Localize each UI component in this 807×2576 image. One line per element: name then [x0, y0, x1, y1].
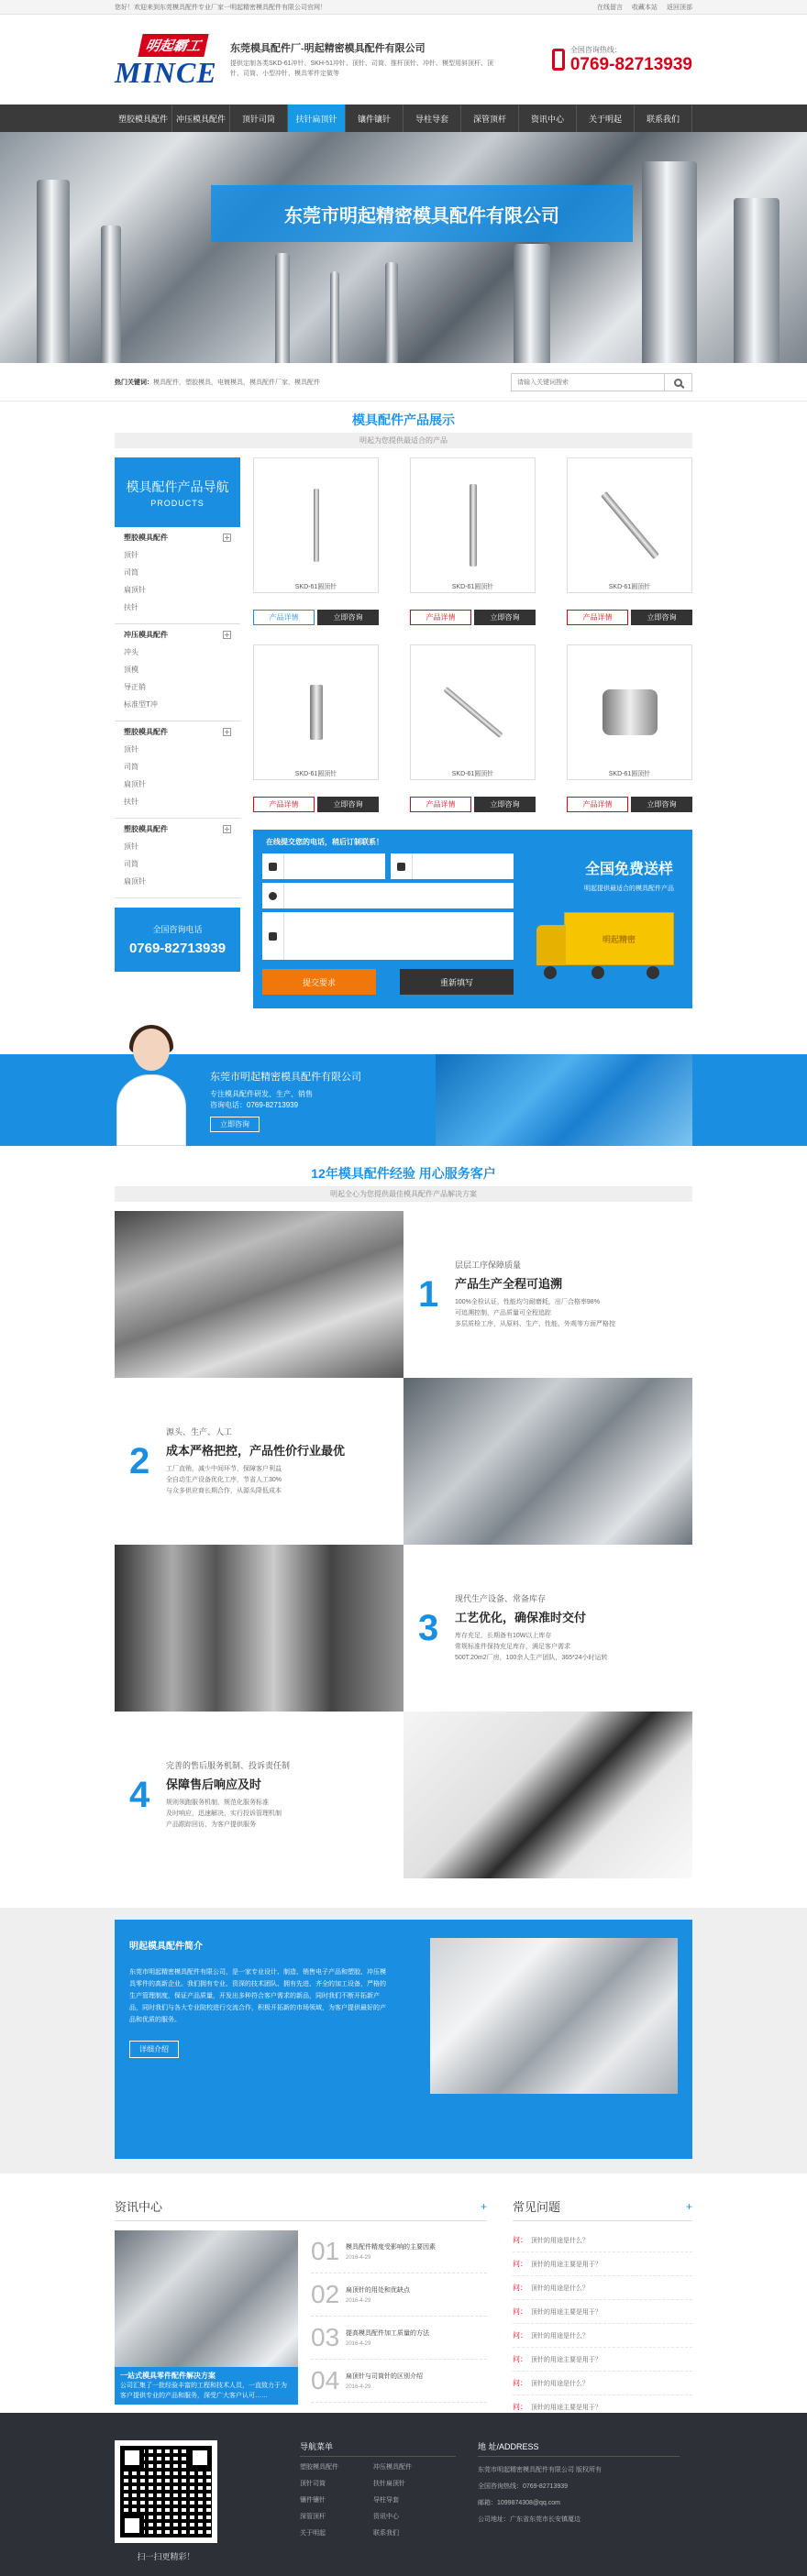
service-strip	[0, 1054, 807, 1146]
sidebar-title: 模具配件产品导航	[126, 479, 229, 494]
footer-copyright: 东莞市明起精密模具配件有限公司 版权所有	[478, 2467, 602, 2473]
products-subtitle: 明起为您提供最适合的产品	[115, 433, 692, 448]
footer-email: 邮箱：1099874308@qq.com	[478, 2500, 560, 2506]
logo-top-text: 明起霸工	[138, 34, 208, 57]
faq-question[interactable]: 顶针的用途是什么？	[531, 2284, 589, 2292]
company-info	[230, 40, 505, 79]
faq-q-mark: 问：	[513, 2284, 527, 2292]
banner-pin-image	[330, 271, 339, 363]
advantage-row	[115, 1378, 692, 1545]
faq-question[interactable]: 顶针的用途主要是用于？	[531, 2308, 602, 2316]
about-more-button[interactable]: 详细介绍	[129, 2041, 179, 2058]
category-item[interactable]: 扶针	[124, 798, 138, 806]
footer-nav-link[interactable]: 镶件镶针	[300, 2497, 326, 2504]
sidebar-contact-label: 全国咨询电话	[152, 925, 203, 934]
service-consult-button[interactable]: 立即咨询	[210, 1117, 260, 1132]
advantage-desc: 工厂直销，减少中间环节，保障客户利益 全自动生产设备优化工序，节省人工30% 与众多供应商长期合作，从源头降低成本	[166, 1466, 282, 1494]
advantage-t2: 工艺优化，确保准时交付	[455, 1611, 587, 1624]
nav-guide-post[interactable]: 导柱导套	[404, 105, 461, 132]
faq-question[interactable]: 顶针的用途主要是用于？	[531, 2404, 602, 2411]
news-section	[115, 2197, 692, 2447]
news-feature-image[interactable]	[115, 2230, 298, 2405]
product-name[interactable]: SKD-61圆顶针	[294, 584, 337, 590]
news-item[interactable]	[311, 2230, 487, 2273]
product-card	[253, 644, 379, 810]
footer-nav-title: 导航菜单	[300, 2440, 456, 2457]
category-item[interactable]: 扁顶针	[124, 586, 146, 594]
faq-section	[513, 2197, 692, 2419]
faq-item[interactable]	[513, 2229, 692, 2252]
about-title: 明起模具配件简介	[129, 1942, 203, 1952]
service-product-image	[436, 1054, 692, 1146]
product-card	[410, 457, 536, 623]
service-company: 东莞市明起精密模具配件有限公司	[210, 1071, 361, 1083]
category-item[interactable]: 标准型T冲	[124, 700, 158, 709]
footer-hotline: 全国咨询热线：0769-82713939	[478, 2483, 569, 2490]
category-title[interactable]: 塑胶模具配件	[124, 728, 168, 736]
advantage-number: 1	[418, 1273, 439, 1315]
sidebar-subtitle: PRODUCTS	[150, 498, 205, 508]
about-text: 东莞市明起精密模具配件有限公司，是一家专业设计、制造、销售电子产品和塑胶、冲压模具零件的高新企业。我们拥有专业、资深的技术团队、拥有先进、齐全的加工设备，严格的生产管理制度，保证产品质量，开发出多种符合客户需求的新品，同时我们不断开拓新产品，同时我们与各大专业院校进行交流合作，积极开拓新的市场领域，为客户提供最好的产品和优质的服务。	[129, 1969, 386, 2023]
nav-plastic-mold[interactable]: 塑胶模具配件	[115, 105, 172, 132]
footer-nav-link[interactable]: 关于明起	[300, 2530, 326, 2537]
category-item[interactable]: 司筒	[124, 568, 138, 577]
nav-inserts[interactable]: 镶件镶针	[346, 105, 404, 132]
product-card	[567, 457, 692, 623]
top-link-favorite[interactable]: 收藏本站	[632, 5, 658, 11]
hotline-label: 全国咨询热线：	[569, 45, 622, 54]
hero-banner	[0, 132, 807, 363]
product-image[interactable]	[567, 457, 692, 593]
hot-keywords-label: 热门关键词：	[115, 380, 153, 386]
search-bar	[0, 363, 807, 402]
advantage-t2: 产品生产全程可追溯	[455, 1277, 563, 1291]
nav-about[interactable]: 关于明起	[577, 105, 635, 132]
news-item[interactable]	[311, 2360, 487, 2403]
sidebar-contact-phone: 0769-82713939	[128, 941, 227, 956]
product-consult-button[interactable]: 立即咨询	[631, 610, 692, 625]
faq-item[interactable]	[513, 2300, 692, 2324]
category-item[interactable]: 顶模	[124, 666, 138, 674]
news-item-title[interactable]: 扁顶针的用处和优缺点	[346, 2287, 410, 2294]
sidebar-category	[115, 527, 240, 624]
truck-text: 明起精密	[602, 934, 636, 944]
category-title[interactable]: 塑胶模具配件	[124, 534, 168, 542]
qr-caption: 扫一扫更精彩！	[137, 2552, 195, 2561]
plus-icon[interactable]	[223, 534, 231, 542]
news-list	[311, 2230, 487, 2405]
product-image[interactable]	[253, 457, 379, 593]
category-item[interactable]: 司筒	[124, 860, 138, 868]
product-detail-button[interactable]: 产品详情	[567, 610, 628, 625]
footer-nav-link[interactable]: 资讯中心	[373, 2514, 399, 2520]
product-consult-button[interactable]: 立即咨询	[317, 797, 379, 812]
address-field[interactable]	[262, 883, 514, 908]
product-image[interactable]	[410, 644, 536, 780]
user-icon	[269, 863, 277, 871]
logo[interactable]	[115, 34, 217, 89]
footer	[0, 2413, 807, 2576]
product-name[interactable]: SKD-61圆顶针	[451, 771, 494, 777]
hotline-number: 0769-82713939	[569, 54, 692, 74]
top-links	[597, 3, 692, 12]
category-item[interactable]: 冲头	[124, 648, 138, 656]
category-item[interactable]: 扁顶针	[124, 877, 146, 886]
plus-icon[interactable]	[223, 631, 231, 639]
banner-title: 东莞市明起精密模具配件有限公司	[284, 205, 559, 226]
product-card	[567, 644, 692, 810]
faq-question[interactable]: 顶针的用途是什么？	[531, 2237, 589, 2244]
advantage-t1: 源头、生产、人工	[166, 1427, 233, 1437]
top-bar	[0, 0, 807, 15]
news-item-date: 2016-4-29	[346, 2298, 371, 2304]
faq-question[interactable]: 顶针的用途是什么？	[531, 2380, 589, 2387]
logo-bottom-text: MINCE	[115, 56, 217, 89]
product-name[interactable]: SKD-61圆顶针	[294, 771, 337, 777]
footer-contact	[478, 2440, 680, 2562]
location-icon	[269, 892, 277, 900]
footer-nav-link[interactable]: 联系我们	[373, 2530, 399, 2537]
faq-question[interactable]: 顶针的用途主要是用于？	[531, 2356, 602, 2363]
banner-pin-image	[514, 244, 550, 363]
advantage-t1: 层层工序保障质量	[455, 1260, 522, 1270]
footer-address: 公司地址：广东省东莞市长安镇厦边	[478, 2516, 580, 2523]
footer-address-title: 地 址/ADDRESS	[478, 2440, 680, 2457]
top-link-message[interactable]: 在线留言	[597, 5, 623, 11]
faq-q-mark: 问：	[513, 2403, 527, 2411]
search-icon	[674, 379, 682, 387]
about-section	[0, 1908, 807, 2174]
free-sample-title: 全国免费送样	[584, 862, 673, 877]
sidebar-category	[115, 819, 240, 898]
sidebar-category	[115, 721, 240, 819]
category-item[interactable]: 顶针	[124, 842, 138, 851]
product-name[interactable]: SKD-61圆顶针	[608, 771, 651, 777]
company-desc: 提供定制各类SKD-61冲针、SKH-51冲针、顶针、司筒、推杆顶针、冲针、模型用斜顶杆、顶针、司筒、小型冲针、模具零件定做等	[230, 61, 494, 77]
product-sidebar	[115, 457, 240, 1008]
category-item[interactable]: 司筒	[124, 763, 138, 771]
faq-q-mark: 问：	[513, 2331, 527, 2339]
advantage-desc: 100%全检认证，性能均匀耐磨耗，出厂合格率98% 可追溯控制，产品质量可全程追踪 多层质检工序，从原料、生产、性能、外观等方面严格控	[455, 1299, 615, 1327]
nav-flat-ejector[interactable]: 扶针扁顶针	[288, 105, 346, 132]
banner-pin-image	[37, 180, 70, 363]
advantage-row	[115, 1712, 692, 1878]
product-name[interactable]: SKD-61圆顶针	[608, 584, 651, 590]
product-detail-button[interactable]: 产品详情	[410, 610, 471, 625]
advantage-number: 2	[129, 1440, 150, 1481]
footer-nav	[300, 2440, 456, 2562]
advantages-subtitle: 明起全心为您提供最佳模具配件产品解决方案	[115, 1186, 692, 1202]
customer-service-image	[115, 1054, 188, 1146]
product-detail-button[interactable]: 产品详情	[410, 797, 471, 812]
category-item[interactable]: 扶针	[124, 603, 138, 611]
faq-q-mark: 问：	[513, 2307, 527, 2316]
search-input[interactable]	[511, 373, 665, 391]
advantage-row	[115, 1211, 692, 1378]
advantage-photo	[404, 1378, 692, 1545]
faq-q-mark: 问：	[513, 2236, 527, 2244]
category-item[interactable]: 导正销	[124, 683, 146, 691]
faq-question[interactable]: 顶针的用途主要是用于？	[531, 2261, 602, 2268]
plus-icon[interactable]	[223, 728, 231, 736]
faq-item[interactable]	[513, 2324, 692, 2348]
order-form	[253, 830, 692, 1008]
company-name: 东莞模具配件厂-明起精密模具配件有限公司	[230, 43, 426, 54]
faq-item[interactable]	[513, 2372, 692, 2395]
advantage-t1: 现代生产设备、常备库存	[455, 1594, 547, 1603]
advantage-t2: 成本严格把控，产品性价行业最优	[166, 1444, 346, 1458]
faq-title: 常见问题	[513, 2200, 561, 2214]
news-feature-desc: 公司汇集了一批经验丰富的工程和技术人员，一直致力于为客户提供专业的产品和服务，深受广大客户认可……	[120, 2383, 287, 2399]
top-link-back-top[interactable]: 返回顶部	[667, 5, 692, 11]
faq-more[interactable]: +	[685, 2199, 692, 2213]
advantage-t2: 保障售后响应及时	[166, 1778, 262, 1791]
product-area	[253, 457, 692, 1008]
news-item-title[interactable]: 模具配件精度受影响的主要因素	[346, 2244, 436, 2251]
header	[0, 15, 807, 105]
phone-icon	[397, 863, 405, 871]
service-desc: 专注模具配件研发、生产、销售	[210, 1089, 313, 1098]
product-card	[253, 457, 379, 623]
footer-nav-link[interactable]: 导柱导套	[373, 2497, 399, 2504]
banner-pin-image	[734, 198, 779, 363]
faq-q-mark: 问：	[513, 2355, 527, 2363]
news-more[interactable]: +	[480, 2199, 487, 2213]
product-image[interactable]	[410, 457, 536, 593]
news-number: 02	[311, 2280, 340, 2308]
service-tel: 咨询电话：0769-82713939	[210, 1100, 299, 1109]
banner-pin-image	[642, 161, 697, 363]
hot-keywords-list[interactable]: 模具配件，塑胶模具，电镀模具，模具配件厂家，模具配件	[153, 380, 320, 386]
hotline	[552, 45, 692, 75]
nav-ejector-pin[interactable]: 顶针司筒	[230, 105, 288, 132]
product-detail-button[interactable]: 产品详情	[567, 797, 628, 812]
faq-q-mark: 问：	[513, 2379, 527, 2387]
product-grid	[253, 457, 692, 810]
main-nav	[0, 105, 807, 132]
news-item-date: 2016-4-29	[346, 2255, 371, 2261]
product-image[interactable]	[253, 644, 379, 780]
category-title[interactable]: 冲压模具配件	[124, 631, 168, 639]
nav-news[interactable]: 资讯中心	[519, 105, 577, 132]
category-item[interactable]: 顶针	[124, 745, 138, 754]
phone-icon	[552, 49, 565, 71]
sidebar-category	[115, 624, 240, 721]
news-number: 03	[311, 2323, 340, 2351]
banner-pin-image	[101, 226, 121, 363]
product-consult-button[interactable]: 立即咨询	[631, 797, 692, 812]
nav-contact[interactable]: 联系我们	[635, 105, 692, 132]
note-icon	[269, 932, 277, 941]
phone-field[interactable]	[391, 853, 514, 879]
footer-nav-link[interactable]: 冲压模具配件	[373, 2464, 412, 2471]
submit-button[interactable]: 提交要求	[262, 969, 376, 995]
reset-button[interactable]: 重新填写	[400, 969, 514, 995]
products-section	[115, 411, 692, 1008]
advantage-photo	[115, 1211, 404, 1378]
product-name[interactable]: SKD-61圆顶针	[451, 584, 494, 590]
news-item-date: 2016-4-29	[346, 2384, 371, 2390]
product-detail-button[interactable]: 产品详情	[253, 797, 315, 812]
advantage-t1: 完善的售后服务机制、投诉责任制	[166, 1761, 291, 1770]
category-title[interactable]: 塑胶模具配件	[124, 825, 168, 833]
products-title: 模具配件产品展示	[352, 413, 455, 427]
advantages-title: 12年模具配件经验 用心服务客户	[311, 1166, 496, 1181]
free-sample	[584, 857, 674, 893]
product-image[interactable]	[567, 644, 692, 780]
truck-image	[536, 912, 674, 981]
news-item[interactable]	[311, 2317, 487, 2360]
news-feature-title[interactable]: 一站式模具零件配件解决方案	[120, 2372, 216, 2380]
news-item-date: 2016-4-29	[346, 2341, 371, 2347]
product-card	[410, 644, 536, 810]
advantage-row	[115, 1545, 692, 1712]
advantage-number: 4	[129, 1774, 150, 1815]
order-form-title: 在线提交您的电话，稍后订制联系！	[266, 838, 383, 846]
news-item-title[interactable]: 提高模具配件加工质量的方法	[346, 2330, 429, 2337]
name-field[interactable]	[262, 853, 385, 879]
advantage-photo	[404, 1712, 692, 1878]
advantage-desc: 库存充足，长期备有10W以上库存 常规标准件保持充足库存，满足客户需求 500T.20m2厂房，100余人生产团队，365*24小时运转	[455, 1633, 608, 1661]
news-number: 01	[311, 2237, 340, 2265]
qr-code-image	[115, 2440, 217, 2543]
sidebar-contact	[115, 908, 240, 972]
category-item[interactable]: 顶针	[124, 551, 138, 559]
advantage-number: 3	[418, 1607, 439, 1648]
product-consult-button[interactable]: 立即咨询	[474, 797, 536, 812]
advantage-desc: 规则领跑服务机制，规范化服务标准 及时响应，迅速解决，实行投诉管理机制 产品跟踪回访，为客户提供服务	[166, 1800, 282, 1828]
nav-stamping-mold[interactable]: 冲压模具配件	[172, 105, 230, 132]
category-item[interactable]: 扁顶针	[124, 780, 146, 788]
footer-nav-link[interactable]: 塑胶模具配件	[300, 2464, 338, 2471]
faq-q-mark: 问：	[513, 2260, 527, 2268]
advantages-section	[115, 1164, 692, 1878]
about-image	[430, 1938, 678, 2094]
banner-title-box	[211, 185, 633, 242]
plus-icon[interactable]	[223, 825, 231, 833]
news-item[interactable]	[311, 2273, 487, 2317]
product-consult-button[interactable]: 立即咨询	[317, 610, 379, 625]
news-item-title[interactable]: 扁顶针与司筒针的区别介绍	[346, 2373, 423, 2380]
message-field[interactable]	[262, 912, 514, 960]
news-number: 04	[311, 2366, 340, 2394]
nav-deep-tube[interactable]: 深管顶杆	[461, 105, 519, 132]
footer-nav-link[interactable]: 深管顶杆	[300, 2514, 326, 2520]
product-detail-button[interactable]: 产品详情	[253, 610, 315, 625]
banner-pin-image	[385, 262, 398, 363]
search-button[interactable]	[665, 373, 692, 391]
faq-question[interactable]: 顶针的用途是什么？	[531, 2332, 589, 2339]
faq-list	[513, 2229, 692, 2419]
product-consult-button[interactable]: 立即咨询	[474, 610, 536, 625]
faq-item[interactable]	[513, 2348, 692, 2372]
news-title: 资讯中心	[115, 2200, 163, 2214]
hot-keywords	[115, 378, 320, 387]
free-sample-sub: 明起提供最适合的模具配件产品	[584, 886, 674, 892]
footer-nav-link[interactable]: 顶针司筒	[300, 2481, 326, 2487]
faq-item[interactable]	[513, 2252, 692, 2276]
faq-item[interactable]	[513, 2276, 692, 2300]
search-box	[511, 373, 692, 391]
welcome-text: 您好！欢迎来到东莞模具配件专业厂家一明起精密模具配件有限公司官网！	[115, 5, 326, 11]
banner-pin-image	[275, 253, 290, 363]
footer-nav-link[interactable]: 扶针扁顶针	[373, 2481, 405, 2487]
advantage-photo	[115, 1545, 404, 1712]
